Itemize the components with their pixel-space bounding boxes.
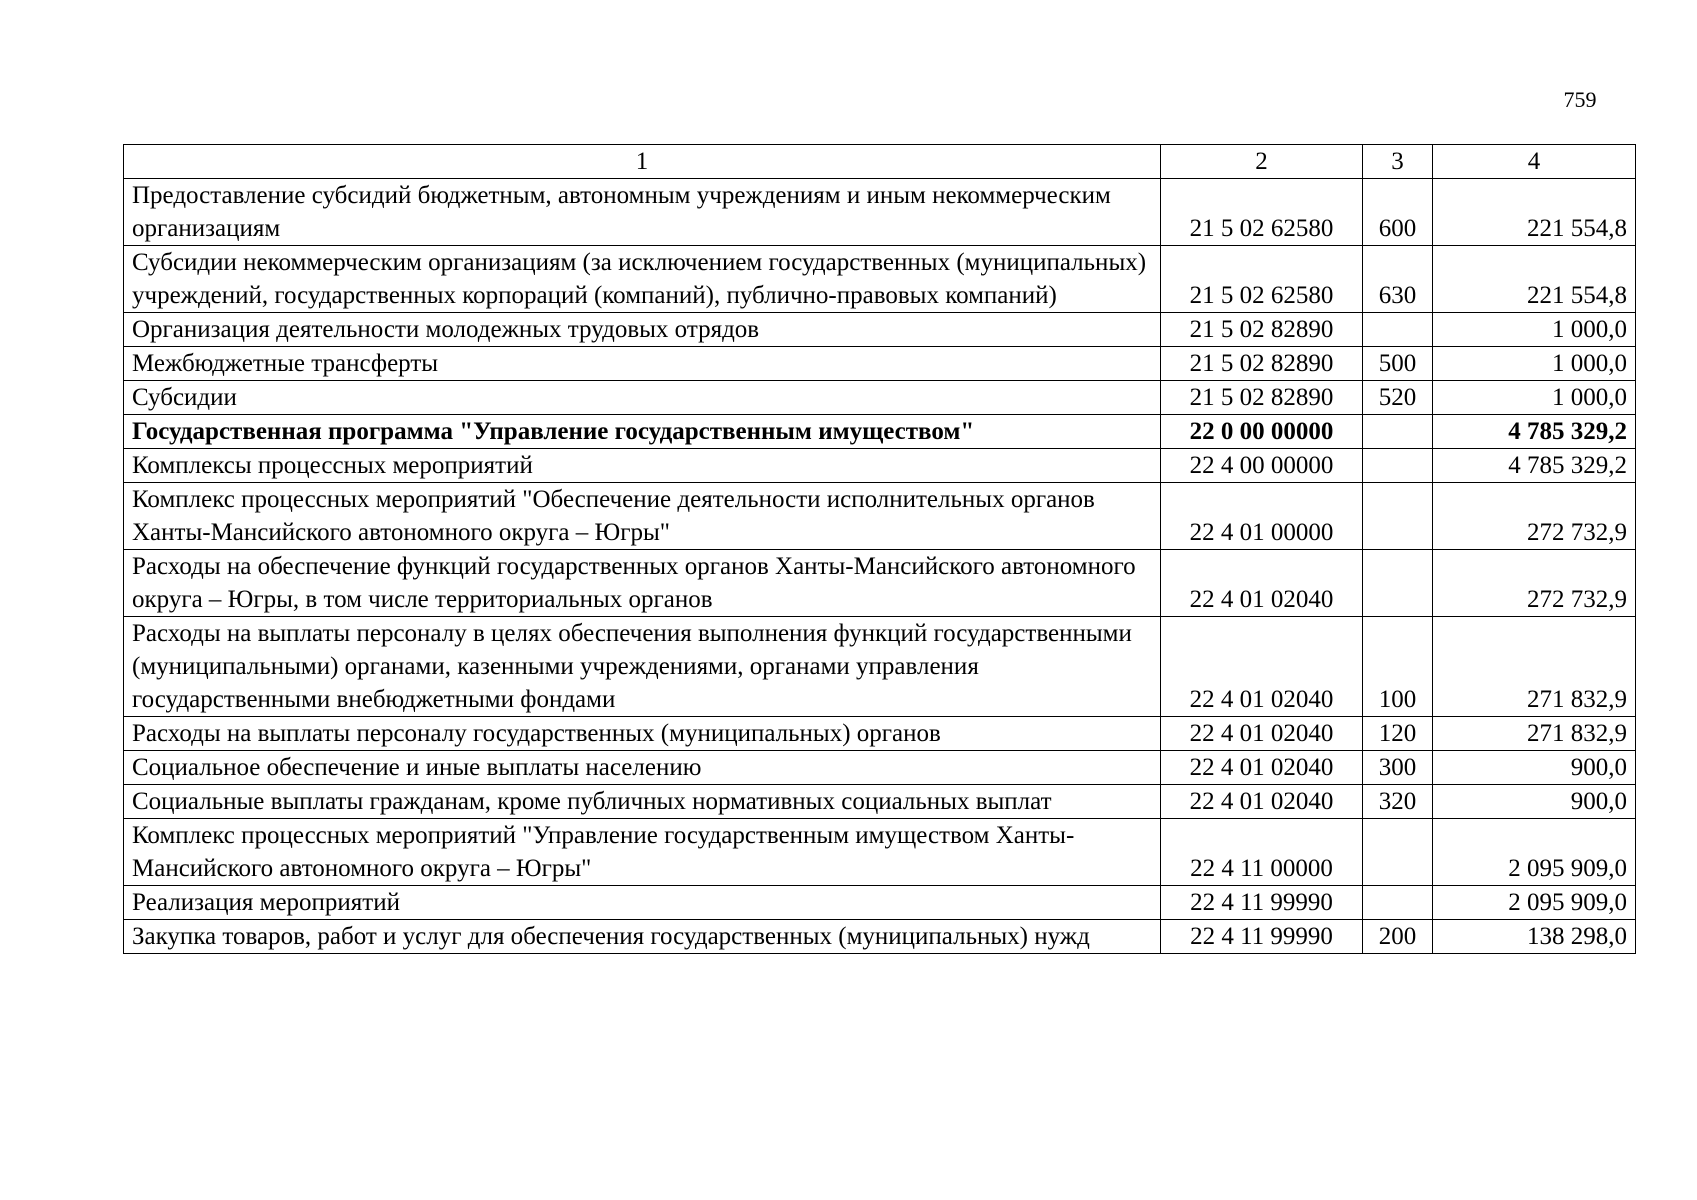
row-type-cell — [1363, 313, 1433, 347]
row-code-cell: 22 4 00 00000 — [1161, 449, 1363, 483]
row-name-cell: Закупка товаров, работ и услуг для обеспечения государственных (муниципальных) нужд — [124, 920, 1161, 954]
budget-table — [123, 144, 1636, 954]
table-row — [124, 347, 1636, 381]
table-row — [124, 751, 1636, 785]
row-name-cell: Социальное обеспечение и иные выплаты населению — [124, 751, 1161, 785]
row-name-cell: Комплексы процессных мероприятий — [124, 449, 1161, 483]
row-sum-cell: 221 554,8 — [1433, 179, 1636, 246]
row-name-cell: Организация деятельности молодежных трудовых отрядов — [124, 313, 1161, 347]
row-sum-cell: 4 785 329,2 — [1433, 449, 1636, 483]
header-col-2: 2 — [1161, 145, 1363, 179]
row-type-cell: 100 — [1363, 617, 1433, 717]
row-sum-cell: 138 298,0 — [1433, 920, 1636, 954]
row-type-cell: 630 — [1363, 246, 1433, 313]
row-code-cell: 22 4 11 99990 — [1161, 886, 1363, 920]
row-code-cell: 21 5 02 82890 — [1161, 381, 1363, 415]
table-row — [124, 785, 1636, 819]
table-header-row — [124, 145, 1636, 179]
row-code-cell: 22 4 11 00000 — [1161, 819, 1363, 886]
table-row — [124, 246, 1636, 313]
table-row — [124, 819, 1636, 886]
row-code-cell: 21 5 02 82890 — [1161, 313, 1363, 347]
row-sum-cell: 2 095 909,0 — [1433, 819, 1636, 886]
row-name-cell: Государственная программа "Управление государственным имуществом" — [124, 415, 1161, 449]
row-sum-cell: 221 554,8 — [1433, 246, 1636, 313]
row-name-cell: Межбюджетные трансферты — [124, 347, 1161, 381]
table-body — [124, 179, 1636, 954]
row-sum-cell: 271 832,9 — [1433, 617, 1636, 717]
row-name-cell: Реализация мероприятий — [124, 886, 1161, 920]
row-type-cell — [1363, 415, 1433, 449]
row-name-cell: Предоставление субсидий бюджетным, автономным учреждениям и иным некоммерческим организациям — [124, 179, 1161, 246]
row-type-cell — [1363, 483, 1433, 550]
table-row — [124, 920, 1636, 954]
table-row — [124, 449, 1636, 483]
row-type-cell: 600 — [1363, 179, 1433, 246]
row-sum-cell: 2 095 909,0 — [1433, 886, 1636, 920]
row-type-cell — [1363, 819, 1433, 886]
row-type-cell — [1363, 550, 1433, 617]
row-name-cell: Комплекс процессных мероприятий "Обеспечение деятельности исполнительных органов Ханты-Мансийского автономного округа – Югры" — [124, 483, 1161, 550]
row-sum-cell: 272 732,9 — [1433, 483, 1636, 550]
row-code-cell: 21 5 02 62580 — [1161, 179, 1363, 246]
page-number: 759 — [1563, 87, 1597, 112]
row-code-cell: 22 4 11 99990 — [1161, 920, 1363, 954]
row-name-cell: Социальные выплаты гражданам, кроме публичных нормативных социальных выплат — [124, 785, 1161, 819]
row-code-cell: 22 4 01 02040 — [1161, 785, 1363, 819]
header-col-3: 3 — [1363, 145, 1433, 179]
row-name-cell: Субсидии некоммерческим организациям (за исключением государственных (муниципальных) учреждений, государственных корпораций (компаний), публично-правовых компаний) — [124, 246, 1161, 313]
table-row — [124, 617, 1636, 717]
row-code-cell: 21 5 02 82890 — [1161, 347, 1363, 381]
row-type-cell: 300 — [1363, 751, 1433, 785]
table-row — [124, 717, 1636, 751]
row-type-cell — [1363, 449, 1433, 483]
row-sum-cell: 1 000,0 — [1433, 313, 1636, 347]
row-name-cell: Расходы на выплаты персоналу государственных (муниципальных) органов — [124, 717, 1161, 751]
row-type-cell: 500 — [1363, 347, 1433, 381]
table-row — [124, 381, 1636, 415]
row-sum-cell: 900,0 — [1433, 751, 1636, 785]
row-name-cell: Расходы на выплаты персоналу в целях обеспечения выполнения функций государственными (муниципальными) органами, казенными учреждениями, органами управления государственными внебюджетными фондами — [124, 617, 1161, 717]
row-name-cell: Расходы на обеспечение функций государственных органов Ханты-Мансийского автономного округа – Югры, в том числе территориальных органов — [124, 550, 1161, 617]
header-col-1: 1 — [124, 145, 1161, 179]
row-code-cell: 22 4 01 02040 — [1161, 751, 1363, 785]
table-row — [124, 313, 1636, 347]
row-sum-cell: 4 785 329,2 — [1433, 415, 1636, 449]
table-row — [124, 483, 1636, 550]
row-code-cell: 22 0 00 00000 — [1161, 415, 1363, 449]
row-name-cell: Комплекс процессных мероприятий "Управление государственным имуществом Ханты-Мансийского автономного округа – Югры" — [124, 819, 1161, 886]
row-code-cell: 22 4 01 02040 — [1161, 550, 1363, 617]
row-sum-cell: 272 732,9 — [1433, 550, 1636, 617]
table-row — [124, 415, 1636, 449]
table-row — [124, 179, 1636, 246]
row-type-cell — [1363, 886, 1433, 920]
table-row — [124, 550, 1636, 617]
row-type-cell: 320 — [1363, 785, 1433, 819]
row-sum-cell: 1 000,0 — [1433, 381, 1636, 415]
header-col-4: 4 — [1433, 145, 1636, 179]
row-type-cell: 120 — [1363, 717, 1433, 751]
row-code-cell: 22 4 01 00000 — [1161, 483, 1363, 550]
row-code-cell: 22 4 01 02040 — [1161, 617, 1363, 717]
row-sum-cell: 900,0 — [1433, 785, 1636, 819]
row-type-cell: 520 — [1363, 381, 1433, 415]
row-sum-cell: 271 832,9 — [1433, 717, 1636, 751]
table-row — [124, 886, 1636, 920]
row-code-cell: 21 5 02 62580 — [1161, 246, 1363, 313]
row-name-cell: Субсидии — [124, 381, 1161, 415]
row-code-cell: 22 4 01 02040 — [1161, 717, 1363, 751]
row-sum-cell: 1 000,0 — [1433, 347, 1636, 381]
row-type-cell: 200 — [1363, 920, 1433, 954]
